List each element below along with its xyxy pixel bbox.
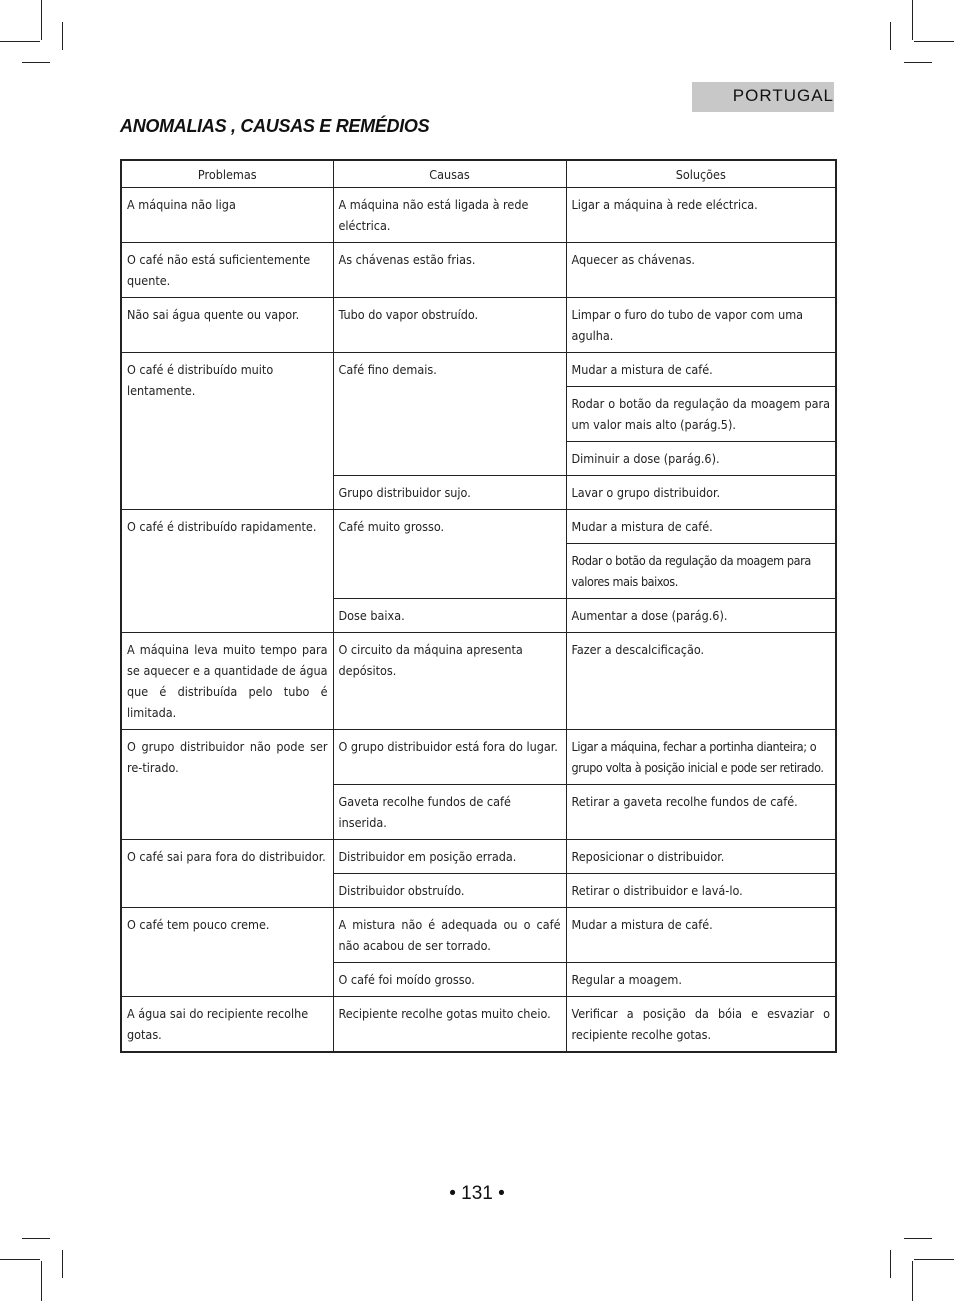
problem-cell: O café não está suficientemente quente. (121, 243, 333, 298)
crop-mark (62, 22, 63, 50)
solution-cell: Verificar a posição da bóia e esvaziar o recipiente recolhe gotas. (566, 997, 836, 1053)
column-header-solutions: Soluções (566, 160, 836, 188)
cause-cell: O café foi moído grosso. (333, 963, 566, 997)
cause-cell: Gaveta recolhe fundos de café inserida. (333, 785, 566, 840)
page-title: ANOMALIAS , CAUSAS E REMÉDIOS (120, 116, 430, 136)
crop-mark (41, 1261, 42, 1301)
troubleshooting-table (120, 159, 837, 1053)
table-row (121, 298, 836, 353)
crop-mark (22, 62, 50, 63)
language-tab (692, 82, 834, 112)
cause-cell: O circuito da máquina apresenta depósitos. (333, 633, 566, 730)
table-row (121, 840, 836, 874)
column-header-causes: Causas (333, 160, 566, 188)
solution-cell: Mudar a mistura de café. (566, 353, 836, 387)
solution-cell: Lavar o grupo distribuidor. (566, 476, 836, 510)
cause-cell: As chávenas estão frias. (333, 243, 566, 298)
problem-cell: A máquina leva muito tempo para se aquecer e a quantidade de água que é distribuída pelo tubo é limitada. (121, 633, 333, 730)
problem-cell: Não sai água quente ou vapor. (121, 298, 333, 353)
solution-cell: Ligar a máquina à rede eléctrica. (566, 188, 836, 243)
crop-mark (890, 1250, 891, 1278)
language-label: PORTUGAL (732, 86, 834, 105)
solution-cell: Regular a moagem. (566, 963, 836, 997)
table-header-row (121, 160, 836, 188)
solution-cell: Retirar a gaveta recolhe fundos de café. (566, 785, 836, 840)
problem-cell: A água sai do recipiente recolhe gotas. (121, 997, 333, 1053)
crop-mark (914, 41, 954, 42)
crop-mark (62, 1250, 63, 1278)
table-row (121, 997, 836, 1053)
table-row (121, 510, 836, 544)
solution-cell: Reposicionar o distribuidor. (566, 840, 836, 874)
cause-cell: Grupo distribuidor sujo. (333, 476, 566, 510)
column-header-problems: Problemas (121, 160, 333, 188)
problem-cell: O café sai para fora do distribuidor. (121, 840, 333, 908)
cause-cell: A máquina não está ligada à rede eléctrica. (333, 188, 566, 243)
solution-cell: Retirar o distribuidor e lavá-lo. (566, 874, 836, 908)
table-row (121, 908, 836, 963)
crop-mark (904, 62, 932, 63)
solution-cell: Diminuir a dose (parág.6). (566, 442, 836, 476)
table-row (121, 730, 836, 785)
solution-cell: Limpar o furo do tubo de vapor com uma agulha. (566, 298, 836, 353)
cause-cell: Recipiente recolhe gotas muito cheio. (333, 997, 566, 1053)
solution-cell: Fazer a descalcificação. (566, 633, 836, 730)
table-row (121, 633, 836, 730)
problem-cell: O grupo distribuidor não pode ser re-tirado. (121, 730, 333, 840)
crop-mark (904, 1238, 932, 1239)
cause-cell: Distribuidor obstruído. (333, 874, 566, 908)
problem-cell: O café é distribuído muito lentamente. (121, 353, 333, 510)
crop-mark (22, 1238, 50, 1239)
cause-cell: O grupo distribuidor está fora do lugar. (333, 730, 566, 785)
crop-mark (0, 41, 40, 42)
crop-mark (890, 22, 891, 50)
problem-cell: A máquina não liga (121, 188, 333, 243)
cause-cell: Distribuidor em posição errada. (333, 840, 566, 874)
solution-cell: Aumentar a dose (parág.6). (566, 599, 836, 633)
cause-cell: Café muito grosso. (333, 510, 566, 599)
table-row (121, 353, 836, 387)
solution-cell: Ligar a máquina, fechar a portinha dianteira; o grupo volta à posição inicial e pode ser retirado. (566, 730, 836, 785)
solution-cell: Mudar a mistura de café. (566, 908, 836, 963)
solution-cell: Rodar o botão da regulação da moagem para um valor mais alto (parág.5). (566, 387, 836, 442)
cause-cell: Tubo do vapor obstruído. (333, 298, 566, 353)
problem-cell: O café tem pouco creme. (121, 908, 333, 997)
crop-mark (41, 0, 42, 40)
cause-cell: A mistura não é adequada ou o café não acabou de ser torrado. (333, 908, 566, 963)
cause-cell: Dose baixa. (333, 599, 566, 633)
crop-mark (912, 0, 913, 40)
table-row (121, 243, 836, 298)
crop-mark (914, 1259, 954, 1260)
solution-cell: Mudar a mistura de café. (566, 510, 836, 544)
crop-mark (912, 1261, 913, 1301)
cause-cell: Café fino demais. (333, 353, 566, 476)
solution-cell: Rodar o botão da regulação da moagem para valores mais baixos. (566, 544, 836, 599)
page-number: • 131 • (449, 1183, 505, 1204)
problem-cell: O café é distribuído rapidamente. (121, 510, 333, 633)
table-row (121, 188, 836, 243)
solution-cell: Aquecer as chávenas. (566, 243, 836, 298)
crop-mark (0, 1259, 40, 1260)
